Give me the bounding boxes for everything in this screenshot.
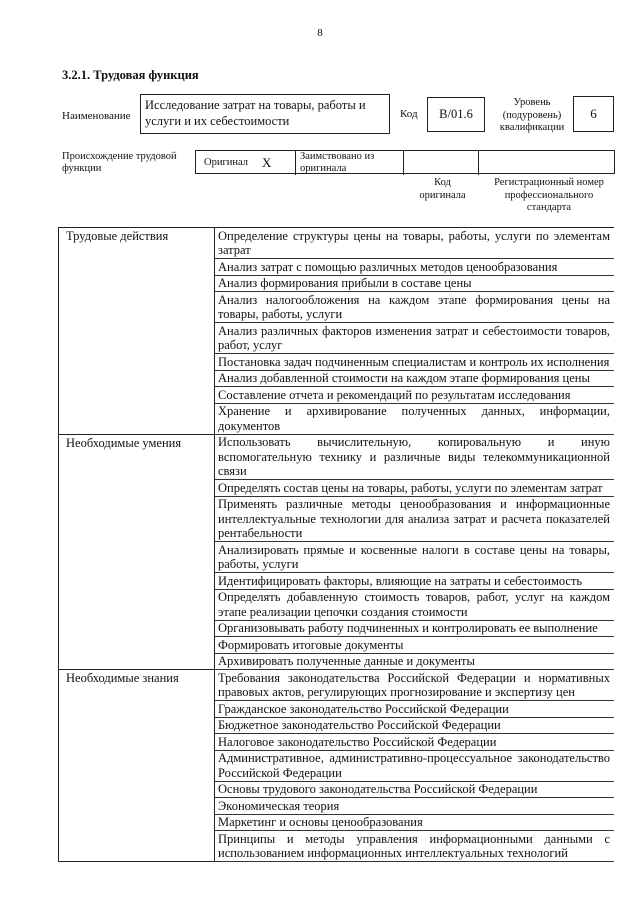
borrowed-label: Заимствовано из оригинала (300, 151, 375, 174)
list-item: Использовать вычислительную, копировальную и иную вспомогательную технику и различные виды телекоммуникационной связи (215, 434, 615, 480)
list-item: Организовывать работу подчиненных и контролировать ее выполнение (215, 620, 615, 637)
section-category-cell: Необходимые знания (59, 670, 215, 862)
list-item: Идентифицировать факторы, влияющие на затраты и себестоимость (215, 573, 615, 590)
level-value: 6 (590, 106, 597, 121)
function-name-value: Исследование затрат на товары, работы и услуги и их себестоимости (145, 98, 366, 128)
list-item: Определение структуры цены на товары, работы, услуги по элементам затрат (215, 228, 615, 259)
original-cell (196, 151, 296, 175)
section-category-cell: Необходимые умения (59, 434, 215, 670)
table-row (59, 228, 615, 259)
reg-number-caption: Регистрационный номер профессионального стандарта (494, 177, 604, 213)
borrowed-cell (296, 151, 404, 175)
list-item: Основы трудового законодательства Российской Федерации (215, 781, 615, 798)
origin-row (195, 150, 615, 174)
list-item: Формировать итоговые документы (215, 637, 615, 654)
list-item: Гражданское законодательство Российской Федерации (215, 701, 615, 718)
list-item: Архивировать полученные данные и документы (215, 653, 615, 670)
list-item: Анализ различных факторов изменения затрат и себестоимости товаров, работ, услуг (215, 323, 615, 354)
page-number: 8 (317, 27, 323, 39)
list-item: Анализ формирования прибыли в составе цены (215, 275, 615, 292)
origin-code-caption: Код оригинала (419, 177, 466, 201)
list-item: Хранение и архивирование полученных данных, информации, документов (215, 403, 615, 434)
level-box (573, 96, 614, 132)
table-row (59, 670, 615, 701)
list-item: Административное, административно-процессуальное законодательство Российской Федерации (215, 750, 615, 781)
origin-code-cell (404, 151, 479, 175)
function-name-box (140, 94, 390, 134)
list-item: Бюджетное законодательство Российской Федерации (215, 717, 615, 734)
list-item: Экономическая теория (215, 798, 615, 815)
original-mark: X (262, 155, 272, 170)
list-item: Анализ добавленной стоимости на каждом этапе формирования цены (215, 370, 615, 387)
name-label: Наименование (62, 110, 131, 122)
section-category-cell: Трудовые действия (59, 228, 215, 435)
list-item: Анализ налогообложения на каждом этапе формирования цены на товары, работы, услуги (215, 292, 615, 323)
list-item: Анализ затрат с помощью различных методов ценообразования (215, 259, 615, 276)
original-label: Оригинал (204, 157, 248, 168)
list-item: Постановка задач подчиненным специалистам и контроль их исполнения (215, 354, 615, 371)
code-value: B/01.6 (439, 107, 473, 121)
table-row (59, 434, 615, 480)
list-item: Определять добавленную стоимость товаров, работ, услуг на каждом этапе реализации цепочки создания стоимости (215, 589, 615, 620)
list-item: Применять различные методы ценообразования и информационные интеллектуальные технологии для анализа затрат и расчета показателей рентабельности (215, 496, 615, 542)
list-item: Налоговое законодательство Российской Федерации (215, 734, 615, 751)
list-item: Составление отчета и рекомендаций по результатам исследования (215, 387, 615, 404)
code-label: Код (400, 108, 418, 120)
list-item: Анализировать прямые и косвенные налоги в составе цены на товары, работы, услуги (215, 542, 615, 573)
function-table (58, 227, 614, 862)
origin-label: Происхождение трудовой функции (62, 151, 177, 174)
list-item: Принципы и методы управления информационными данными с использованием информационных интеллектуальных технологий (215, 831, 615, 862)
list-item: Требования законодательства Российской Федерации и нормативных правовых актов, регулирующих прогнозирование и экспертизу цен (215, 670, 615, 701)
level-label: Уровень (подуровень) квалификации (499, 97, 565, 133)
list-item: Определять состав цены на товары, работы, услуги по элементам затрат (215, 480, 615, 497)
section-title: 3.2.1. Трудовая функция (62, 68, 199, 82)
list-item: Маркетинг и основы ценообразования (215, 814, 615, 831)
code-box (427, 97, 485, 132)
